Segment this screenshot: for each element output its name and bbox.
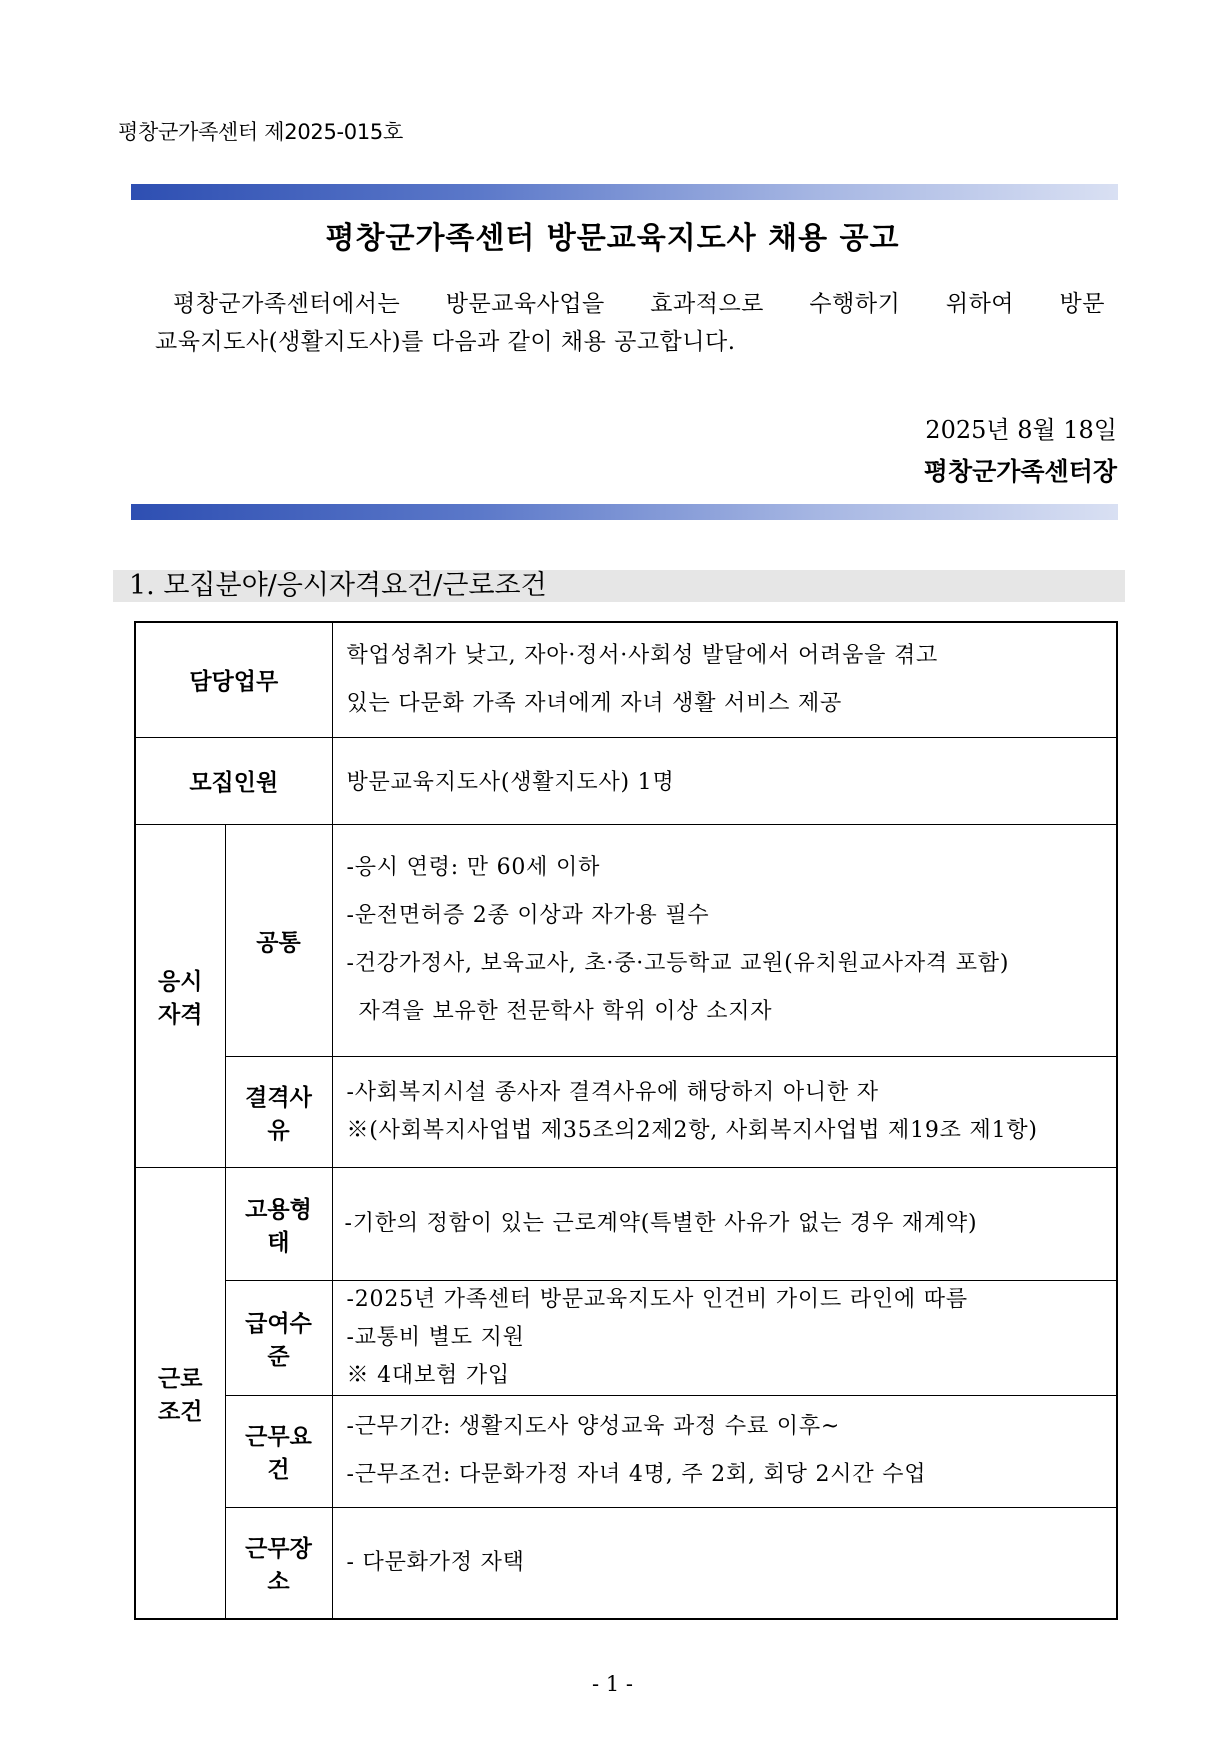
page-number: - 1 - <box>592 1672 633 1696</box>
title-top-divider <box>131 184 1118 200</box>
disqualification-label: 결격사유 <box>225 1056 332 1167</box>
salary-line: ※ 4대보험 가입 <box>346 1362 510 1388</box>
salary-label: 급여수준 <box>225 1280 332 1395</box>
disqualification-line: -사회복지시설 종사자 결격사유에 해당하지 아니한 자 <box>346 1079 879 1105</box>
common-line: -응시 연령: 만 60세 이하 <box>346 855 601 880</box>
employment-content <box>332 1167 1117 1280</box>
document-number: 평창군가족센터 제2025-015호 <box>118 120 403 144</box>
salary-content <box>332 1280 1117 1395</box>
common-line: -운전면허증 2종 이상과 자가용 필수 <box>346 903 710 928</box>
section-heading: 1. 모집분야/응시자격요건/근로조건 <box>113 570 1125 602</box>
recruit-label: 모집인원 <box>135 737 332 824</box>
intro-paragraph <box>155 285 1105 361</box>
requirements-line: -근무기간: 생활지도사 양성교육 과정 수료 이후~ <box>346 1414 841 1439</box>
common-label: 공통 <box>225 824 332 1056</box>
signer-name: 평창군가족센터장 <box>923 457 1117 486</box>
qualification-label: 응시자격 <box>135 824 225 1167</box>
location-line: - 다문화가정 자택 <box>346 1549 525 1575</box>
table-row <box>135 824 1117 1056</box>
employment-label: 고용형태 <box>225 1167 332 1280</box>
requirements-label: 근무요건 <box>225 1395 332 1507</box>
table-row <box>135 1280 1117 1395</box>
table-row <box>135 622 1117 737</box>
page-title: 평창군가족센터 방문교육지도사 채용 공고 <box>325 221 900 256</box>
table-row <box>135 1167 1117 1280</box>
disqualification-content <box>332 1056 1117 1167</box>
duty-content <box>332 622 1117 737</box>
common-line: -건강가정사, 보육교사, 초·중·고등학교 교원(유치원교사자격 포함) <box>346 951 1010 976</box>
requirements-content <box>332 1395 1117 1507</box>
announcement-date: 2025년 8월 18일 <box>925 416 1117 444</box>
recruit-value: 방문교육지도사(생활지도사) 1명 <box>332 737 1117 824</box>
duty-label: 담당업무 <box>135 622 332 737</box>
conditions-label: 근로조건 <box>135 1167 225 1619</box>
requirements-line: -근무조건: 다문화가정 자녀 4명, 주 2회, 회당 2시간 수업 <box>346 1462 927 1487</box>
intro-line-2: 교육지도사(생활지도사)를 다음과 같이 채용 공고합니다. <box>155 329 736 355</box>
salary-line: -교통비 별도 지원 <box>346 1324 525 1350</box>
employment-line: -기한의 정함이 있는 근로계약(특별한 사유가 없는 경우 재계약) <box>344 1210 978 1236</box>
duty-line: 학업성취가 낮고, 자아·정서·사회성 발달에서 어려움을 겪고 <box>346 642 939 668</box>
disqualification-line: ※(사회복지사업법 제35조의2제2항, 사회복지사업법 제19조 제1항) <box>346 1117 1038 1143</box>
location-content <box>332 1507 1117 1619</box>
common-content <box>332 824 1117 1056</box>
duty-line: 있는 다문화 가족 자녀에게 자녀 생활 서비스 제공 <box>346 690 843 716</box>
table-row <box>135 1507 1117 1619</box>
salary-line: -2025년 가족센터 방문교육지도사 인건비 가이드 라인에 따름 <box>346 1286 968 1312</box>
title-bottom-divider <box>131 504 1118 520</box>
location-label: 근무장소 <box>225 1507 332 1619</box>
table-row <box>135 737 1117 824</box>
table-row <box>135 1056 1117 1167</box>
intro-line-1: 평창군가족센터에서는 방문교육사업을 효과적으로 수행하기 위하여 방문 <box>173 291 1105 317</box>
common-line: 자격을 보유한 전문학사 학위 이상 소지자 <box>358 999 773 1024</box>
recruitment-table <box>134 621 1118 1620</box>
table-row <box>135 1395 1117 1507</box>
